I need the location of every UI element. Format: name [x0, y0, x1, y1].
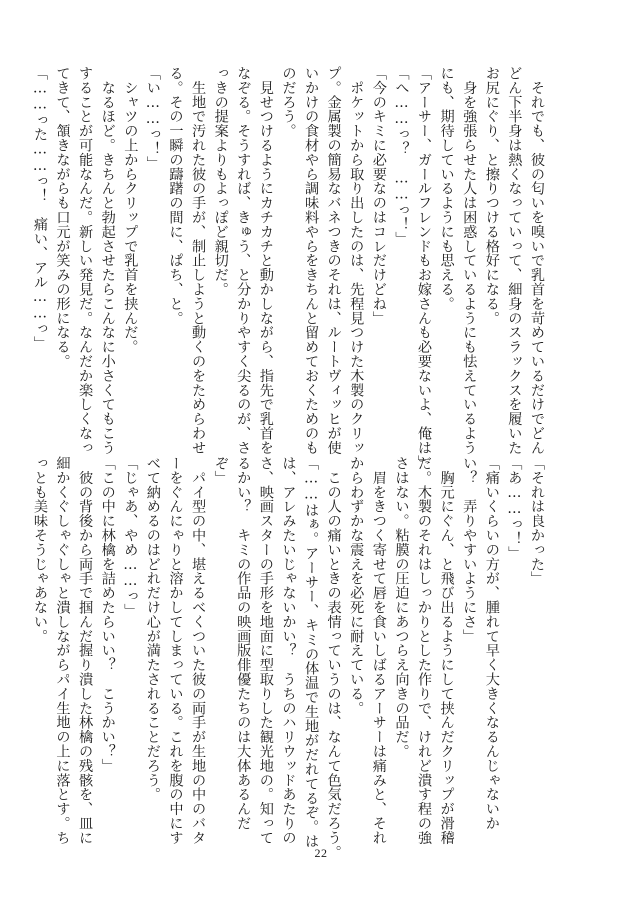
text-line: い？ 弄りやすいようにさ」 [461, 456, 478, 644]
text-line: っきの提案よりもよっぽど親切だ。 [212, 66, 229, 297]
text-line: 「それは良かった」 [529, 456, 545, 586]
text-line: 「この中に林檎を詰めたらいい？ こうかい？」 [99, 456, 116, 773]
text-line: 眉をきつく寄せて唇を食いしばるアーサーは痛みと、それ [370, 456, 387, 845]
text-line: なるほど。きちんと勃起させたらこんなに小さくてもこう [99, 66, 116, 455]
text-line: シャツの上からクリップで乳首を挟んだ。 [122, 66, 139, 354]
text-line: てきて、頷きながらも口元が笑みの形になる。 [54, 66, 71, 369]
text-line: ぞ」 [212, 456, 229, 485]
text-line: ーをぐんにゃりと溶かしてしまっている。これを腹の中にす [167, 456, 184, 845]
text-line: ポケットから取り出したのは、先程見つけた木製のクリッ [348, 66, 365, 455]
text-line: することが可能なんだ。新しい発見だ。なんだか楽しくなっ [77, 66, 94, 455]
text-line: 「あ……っ！」 [506, 456, 523, 561]
text-line: 見せつけるようにカチカチと動かしながら、指先で乳首を [257, 66, 274, 455]
text-line: 胸元にぐん、と飛び出るようにして挟んだクリップが滑稽 [438, 456, 455, 845]
text-line: のだろう。 [280, 66, 297, 138]
page-number: 22 [314, 846, 328, 860]
text-line: それでも、彼の匂いを嗅いで乳首を苛めているだけでどん [529, 66, 545, 455]
text-line: いかけの食材やら調味料やらをきちんと留めておくためのも [303, 66, 320, 455]
text-line: どん下半身は熱くなっていって、細身のスラックスを履いた [506, 66, 523, 455]
text-line: 身を強張らせた人は困惑しているようにも怯えているよう [461, 66, 478, 455]
text-line: さはない。粘膜の圧迫にあつらえ向きの品だ。 [393, 456, 410, 759]
text-line: るかい？ キミの作品の映画版俳優たちのは大体あるんだ [235, 456, 252, 831]
text-line: お尻にぐり、と擦りつける格好になる。 [483, 66, 500, 326]
text-line: 「い……っ！」 [144, 66, 161, 171]
text-line: 「痛いくらいの方が、腫れて早く大きくなるんじゃないか [483, 456, 500, 831]
text-line: 生地で汚れた彼の手が、制止しようと動くのをためらわせ [190, 66, 207, 455]
text-line: にも、期待しているようにも思える。 [438, 66, 455, 311]
text-line: 「今のキミに必要なのはコレだけどね」 [370, 66, 387, 326]
text-line: 「へ……っ？ ……っ！」 [393, 66, 410, 246]
text-line: だ。木製のそれはしっかりとした作りで、けれど潰す程の強 [416, 456, 433, 845]
text-line: なぞる。そうすれば、きゅう、と分かりやすく尖るのが、さ [235, 66, 252, 455]
text-line: 「アーサー、ガールフレンドもお嫁さんも必要ないよ、俺は」 [416, 66, 433, 470]
text-line: プ。金属製の簡易なバネつきのそれは、ルートヴィッヒが使 [325, 66, 342, 455]
text-line: る。その一瞬の躊躇の間に、ぱち、と。 [167, 66, 184, 326]
text-line: べて納めるのはどれだけ心が満たされることだろう。 [144, 456, 161, 802]
text-line: パイ型の中、堪えるべくついた彼の両手が生地の中のバタ [190, 456, 207, 845]
text-line: 「……はぁ。アーサー、キミの体温で生地がだれてるぞ。は [303, 456, 320, 849]
text-line: この人の痛いときの表情っていうのは、なんて色気だろう。 [325, 456, 342, 860]
text-line: 「じゃあ、やめ……っ」 [122, 456, 139, 618]
text-line: さ、映画スターの手形を地面に型取りした観光地の。知って [257, 456, 274, 845]
text-line: からわずかな震えを必死に耐えている。 [348, 456, 365, 716]
text-block-upper [31, 66, 548, 470]
text-line: っとも美味そうじゃあない。 [31, 456, 48, 644]
text-line: 細かくぐしゃぐしゃと潰しながらパイ生地の上に落とす。ち [54, 456, 71, 845]
text-line: 「……った……っ！ 痛い、アル……っ」 [31, 66, 48, 351]
text-line: 彼の背後から両手で掴んだ握り潰した林檎の残骸を、皿に [77, 456, 94, 845]
text-line: は、アレみたいじゃないかい？ うちのハリウッドあたりの [280, 456, 297, 845]
